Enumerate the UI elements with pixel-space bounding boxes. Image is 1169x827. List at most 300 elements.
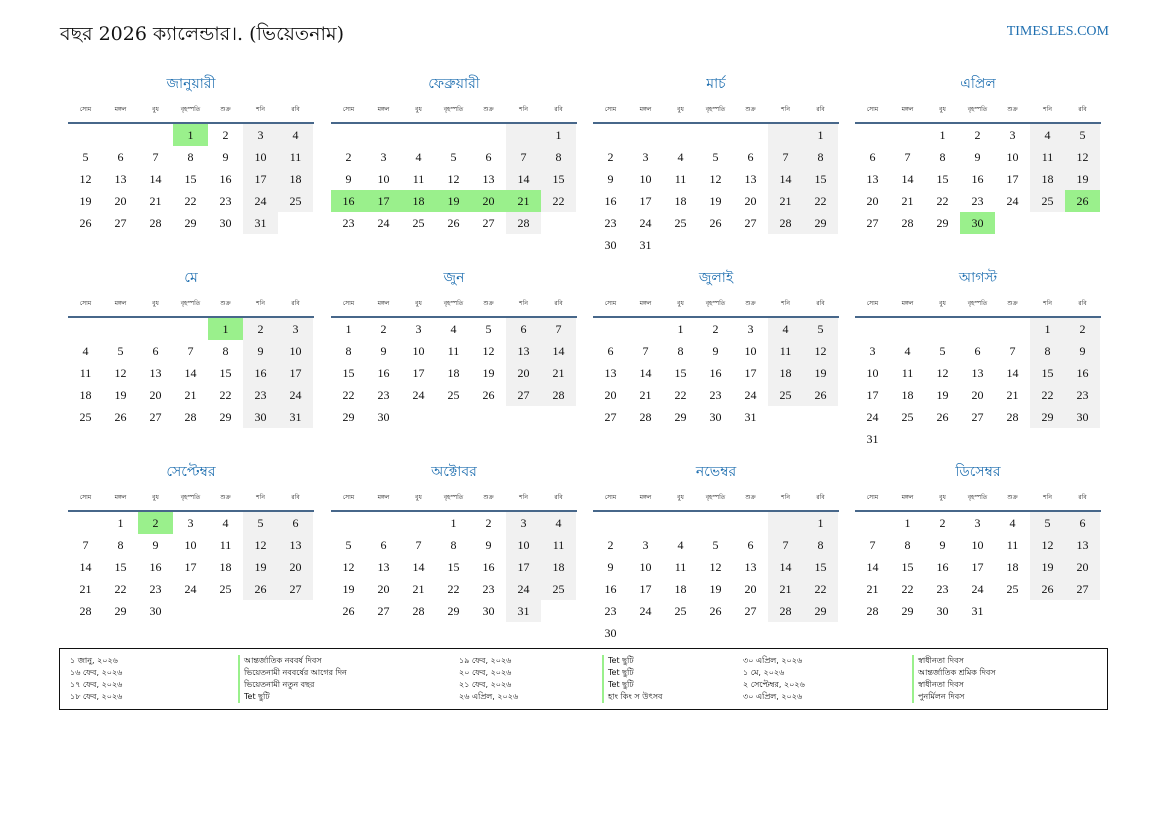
day-cell: 26 [709, 216, 722, 230]
day-cell: 23 [709, 388, 722, 402]
legend-entry [60, 691, 1107, 703]
empty-cell [890, 318, 925, 340]
empty-cell [593, 512, 628, 534]
day-cell: 3 [187, 516, 194, 530]
empty-cell [855, 512, 890, 534]
weekday-label: শুক্র [745, 494, 756, 501]
day-cell: 12 [709, 172, 722, 186]
day-cell: 28 [639, 410, 652, 424]
day-cell: 1 [345, 322, 352, 336]
day-cell: 9 [222, 150, 229, 164]
weekday-label: মঙ্গল [901, 106, 914, 113]
empty-cell [471, 124, 506, 146]
weekday-label: বুধ [152, 106, 159, 113]
day-cell: 21 [506, 190, 541, 212]
day-cell: 28 [149, 216, 162, 230]
holiday-name: Tet ছুটি [602, 679, 634, 691]
month-block [593, 268, 839, 428]
day-cell: 18 [79, 388, 92, 402]
day-cell: 17 [366, 190, 401, 212]
day-cell: 3 [1009, 128, 1016, 142]
day-cell: 23 [936, 582, 949, 596]
weekday-label: বৃহস্পতি [180, 300, 201, 307]
day-cell: 8 [345, 344, 352, 358]
weekday-label: রবি [554, 300, 563, 307]
day-cell: 15 [901, 560, 914, 574]
day-cell: 18 [1006, 560, 1019, 574]
day-cell: 27 [377, 604, 390, 618]
day-cell: 6 [485, 150, 492, 164]
holiday-date: ১৯ ফেব, ২০২৬ [459, 656, 512, 665]
weekday-label: রবি [554, 494, 563, 501]
day-cell: 14 [149, 172, 162, 186]
day-cell: 10 [243, 146, 278, 168]
day-cell: 29 [219, 410, 232, 424]
empty-cell [768, 512, 803, 534]
day-cell: 22 [803, 578, 838, 600]
weekday-label: শনি [256, 106, 265, 113]
weekday-label: মঙ্গল [377, 494, 390, 501]
weekday-label: মঙ্গল [377, 106, 390, 113]
day-cell: 17 [506, 556, 541, 578]
weekday-label: শনি [781, 106, 790, 113]
day-cell: 19 [709, 582, 722, 596]
day-cell: 12 [114, 366, 127, 380]
day-cell: 6 [869, 150, 876, 164]
day-cell: 27 [482, 216, 495, 230]
day-cell: 9 [1065, 340, 1100, 362]
weekday-label: শুক্র [1007, 300, 1018, 307]
day-cell: 6 [117, 150, 124, 164]
day-cell: 2 [1065, 318, 1100, 340]
weekday-label: শুক্র [745, 106, 756, 113]
holiday-date: ২০ ফেব, ২০২৬ [459, 668, 512, 677]
day-cell: 11 [901, 366, 914, 380]
day-cell: 5 [712, 538, 719, 552]
day-cell: 28 [901, 216, 914, 230]
month-block [855, 74, 1101, 234]
day-cell: 28 [1006, 410, 1019, 424]
day-cell: 30 [604, 626, 617, 640]
day-cell: 7 [904, 150, 911, 164]
weekday-label: বৃহস্পতি [967, 106, 988, 113]
day-cell: 23 [604, 216, 617, 230]
day-cell: 10 [744, 344, 757, 358]
weekday-label: বৃহস্পতি [967, 494, 988, 501]
day-cell: 30 [604, 238, 617, 252]
day-cell: 8 [939, 150, 946, 164]
day-cell: 19 [1065, 168, 1100, 190]
empty-cell [138, 124, 173, 146]
day-cell: 9 [974, 150, 981, 164]
day-cell: 11 [278, 146, 313, 168]
day-cell: 3 [747, 322, 754, 336]
day-cell: 5 [345, 538, 352, 552]
day-cell: 10 [377, 172, 390, 186]
empty-cell [995, 318, 1030, 340]
day-cell: 10 [866, 366, 879, 380]
day-cell: 17 [639, 194, 652, 208]
day-cell: 2 [974, 128, 981, 142]
day-cell: 2 [222, 128, 229, 142]
day-cell: 7 [187, 344, 194, 358]
weekday-label: বৃহস্পতি [443, 494, 464, 501]
day-cell: 19 [342, 582, 355, 596]
empty-cell [68, 124, 103, 146]
day-cell: 18 [768, 362, 803, 384]
day-cell: 1 [450, 516, 457, 530]
weekday-label: বুধ [415, 106, 422, 113]
day-cell: 25 [219, 582, 232, 596]
day-cell: 7 [506, 146, 541, 168]
weekday-label: রবি [1078, 106, 1087, 113]
weekday-header [331, 488, 577, 512]
day-cell: 21 [768, 190, 803, 212]
day-cell: 27 [114, 216, 127, 230]
empty-cell [663, 124, 698, 146]
day-cell: 24 [184, 582, 197, 596]
day-cell: 27 [971, 410, 984, 424]
weekday-label: রবি [1078, 494, 1087, 501]
empty-cell [593, 124, 628, 146]
day-cell: 13 [604, 366, 617, 380]
holiday-name: Tet ছুটি [602, 655, 634, 667]
weekday-label: শনি [519, 106, 528, 113]
day-cell: 7 [82, 538, 89, 552]
day-cell: 26 [803, 384, 838, 406]
holiday-date: ৩০ এপ্রিল, ২০২৬ [743, 656, 803, 665]
day-cell: 13 [377, 560, 390, 574]
day-cell: 1 [904, 516, 911, 530]
weekday-header [855, 488, 1101, 512]
weekday-label: বৃহস্পতি [705, 106, 726, 113]
weekday-label: শুক্র [220, 300, 231, 307]
day-cell: 17 [639, 582, 652, 596]
day-cell: 2 [607, 538, 614, 552]
day-cell: 4 [677, 150, 684, 164]
day-cell: 28 [768, 212, 803, 234]
day-cell: 25 [447, 388, 460, 402]
day-cell: 3 [974, 516, 981, 530]
empty-cell [663, 512, 698, 534]
day-cell: 21 [1006, 388, 1019, 402]
day-grid [331, 124, 577, 234]
day-cell: 13 [149, 366, 162, 380]
day-cell: 10 [639, 172, 652, 186]
day-cell: 18 [674, 194, 687, 208]
month-name: ফেব্রুয়ারী [428, 76, 480, 92]
day-cell: 4 [541, 512, 576, 534]
day-cell: 12 [243, 534, 278, 556]
day-cell: 27 [506, 384, 541, 406]
weekday-label: বৃহস্পতি [705, 494, 726, 501]
day-cell: 24 [866, 410, 879, 424]
weekday-label: শুক্র [1007, 494, 1018, 501]
holiday-name: পুনর্মিলন দিবস [912, 691, 964, 703]
day-grid [68, 124, 314, 234]
day-cell: 25 [674, 216, 687, 230]
day-cell: 14 [79, 560, 92, 574]
site-link[interactable]: TIMESLES.COM [1006, 24, 1109, 39]
day-cell: 2 [380, 322, 387, 336]
day-cell: 8 [677, 344, 684, 358]
day-cell: 26 [1030, 578, 1065, 600]
holiday-date: ১৬ ফেব, ২০২৬ [70, 668, 123, 677]
day-cell: 2 [138, 512, 173, 534]
day-cell: 26 [342, 604, 355, 618]
day-cell: 29 [901, 604, 914, 618]
day-cell: 17 [971, 560, 984, 574]
day-cell: 29 [803, 212, 838, 234]
day-cell: 6 [506, 318, 541, 340]
day-cell: 12 [482, 344, 495, 358]
day-cell: 8 [1030, 340, 1065, 362]
holiday-date: ২ সেপ্টেম্বর, ২০২৬ [743, 680, 805, 689]
weekday-label: রবি [816, 106, 825, 113]
day-cell: 23 [971, 194, 984, 208]
day-cell: 10 [506, 534, 541, 556]
weekday-label: মঙ্গল [377, 300, 390, 307]
day-cell: 8 [904, 538, 911, 552]
day-cell: 18 [447, 366, 460, 380]
day-cell: 5 [712, 150, 719, 164]
month-name: এপ্রিল [960, 76, 996, 92]
empty-cell [366, 124, 401, 146]
day-cell: 1 [803, 512, 838, 534]
weekday-header [593, 100, 839, 124]
day-cell: 24 [412, 388, 425, 402]
day-cell: 19 [709, 194, 722, 208]
holiday-date: ১ জানু, ২০২৬ [70, 656, 118, 665]
day-cell: 20 [377, 582, 390, 596]
day-cell: 27 [278, 578, 313, 600]
day-cell: 23 [482, 582, 495, 596]
day-cell: 27 [866, 216, 879, 230]
day-cell: 16 [331, 190, 366, 212]
weekday-label: বুধ [939, 494, 946, 501]
empty-cell [103, 318, 138, 340]
day-cell: 8 [222, 344, 229, 358]
day-cell: 8 [541, 146, 576, 168]
day-cell: 29 [803, 600, 838, 622]
weekday-label: শনি [781, 494, 790, 501]
weekday-label: বৃহস্পতি [705, 300, 726, 307]
day-cell: 24 [377, 216, 390, 230]
holiday-date: ১ মে, ২০২৬ [743, 668, 785, 677]
day-cell: 12 [79, 172, 92, 186]
weekday-label: সোম [342, 494, 355, 501]
day-cell: 29 [184, 216, 197, 230]
month-name: সেপ্টেম্বর [166, 464, 216, 480]
month-block [331, 74, 577, 234]
empty-cell [628, 512, 663, 534]
weekday-label: শুক্র [1007, 106, 1018, 113]
day-cell: 13 [1065, 534, 1100, 556]
empty-cell [401, 124, 436, 146]
day-cell: 4 [415, 150, 422, 164]
day-cell: 26 [936, 410, 949, 424]
day-cell: 5 [1065, 124, 1100, 146]
day-cell: 15 [1030, 362, 1065, 384]
day-cell: 13 [482, 172, 495, 186]
day-cell: 5 [939, 344, 946, 358]
day-cell: 21 [79, 582, 92, 596]
weekday-label: বুধ [415, 494, 422, 501]
month-block [68, 462, 314, 622]
empty-cell [628, 124, 663, 146]
day-cell: 2 [607, 150, 614, 164]
day-cell: 3 [506, 512, 541, 534]
weekday-label: মঙ্গল [639, 494, 652, 501]
day-cell: 22 [936, 194, 949, 208]
day-cell: 14 [768, 168, 803, 190]
day-cell: 7 [1009, 344, 1016, 358]
empty-cell [855, 318, 890, 340]
day-cell: 6 [747, 150, 754, 164]
day-cell: 5 [117, 344, 124, 358]
day-cell: 25 [79, 410, 92, 424]
holiday-date: ৩০ এপ্রিল, ২০২৬ [743, 692, 803, 701]
day-cell: 5 [243, 512, 278, 534]
month-name: অক্টোবর [431, 464, 477, 480]
day-cell: 14 [184, 366, 197, 380]
day-cell: 16 [971, 172, 984, 186]
day-cell: 28 [541, 384, 576, 406]
weekday-label: সোম [604, 106, 617, 113]
holiday-name: Tet ছুটি [602, 667, 634, 679]
day-cell: 25 [541, 578, 576, 600]
holiday-name: আন্তর্জাতিক শ্রমিক দিবস [912, 667, 996, 679]
weekday-label: শুক্র [220, 494, 231, 501]
day-cell: 20 [604, 388, 617, 402]
day-cell: 19 [482, 366, 495, 380]
day-cell: 16 [604, 582, 617, 596]
day-cell: 23 [342, 216, 355, 230]
weekday-label: সোম [342, 300, 355, 307]
weekday-label: বৃহস্পতি [443, 300, 464, 307]
weekday-label: বুধ [939, 106, 946, 113]
day-cell: 12 [342, 560, 355, 574]
weekday-header [855, 294, 1101, 318]
day-cell: 29 [674, 410, 687, 424]
day-cell: 22 [184, 194, 197, 208]
holiday-date: ২৬ এপ্রিল, ২০২৬ [459, 692, 519, 701]
day-cell: 5 [1030, 512, 1065, 534]
empty-cell [401, 512, 436, 534]
holiday-date: ১৮ ফেব, ২০২৬ [70, 692, 123, 701]
day-cell: 25 [278, 190, 313, 212]
day-grid [68, 318, 314, 428]
day-cell: 22 [541, 190, 576, 212]
weekday-label: সোম [342, 106, 355, 113]
day-cell: 11 [219, 538, 232, 552]
day-cell: 6 [380, 538, 387, 552]
day-cell: 4 [222, 516, 229, 530]
day-cell: 17 [184, 560, 197, 574]
day-cell: 16 [149, 560, 162, 574]
day-cell: 26 [243, 578, 278, 600]
day-cell: 8 [187, 150, 194, 164]
month-block [593, 74, 839, 256]
day-cell: 14 [901, 172, 914, 186]
empty-cell [331, 512, 366, 534]
day-cell: 8 [117, 538, 124, 552]
day-grid [331, 318, 577, 428]
day-cell: 11 [674, 172, 687, 186]
day-cell: 15 [219, 366, 232, 380]
day-cell: 4 [1009, 516, 1016, 530]
weekday-label: মঙ্গল [114, 300, 127, 307]
day-cell: 10 [184, 538, 197, 552]
day-cell: 20 [471, 190, 506, 212]
day-cell: 11 [541, 534, 576, 556]
day-cell: 17 [1006, 172, 1019, 186]
weekday-label: মঙ্গল [639, 300, 652, 307]
day-cell: 13 [971, 366, 984, 380]
weekday-label: রবি [816, 300, 825, 307]
day-cell: 15 [447, 560, 460, 574]
day-cell: 30 [149, 604, 162, 618]
weekday-header [593, 488, 839, 512]
day-cell: 13 [278, 534, 313, 556]
holiday-legend [59, 648, 1108, 710]
day-cell: 25 [768, 384, 803, 406]
day-cell: 3 [415, 322, 422, 336]
day-cell: 28 [412, 604, 425, 618]
weekday-label: মঙ্গল [901, 300, 914, 307]
weekday-label: মঙ্গল [114, 494, 127, 501]
day-cell: 19 [114, 388, 127, 402]
day-grid [855, 512, 1101, 622]
day-cell: 4 [768, 318, 803, 340]
weekday-label: রবি [816, 494, 825, 501]
day-cell: 1 [208, 318, 243, 340]
day-cell: 31 [278, 406, 313, 428]
day-cell: 22 [803, 190, 838, 212]
weekday-label: সোম [604, 300, 617, 307]
day-cell: 18 [401, 190, 436, 212]
day-cell: 20 [278, 556, 313, 578]
weekday-label: শনি [256, 300, 265, 307]
weekday-label: সোম [79, 300, 92, 307]
weekday-label: শুক্র [483, 300, 494, 307]
legend-entry [60, 679, 1107, 691]
day-cell: 31 [243, 212, 278, 234]
weekday-label: শুক্র [483, 106, 494, 113]
weekday-label: শুক্র [745, 300, 756, 307]
day-cell: 9 [152, 538, 159, 552]
day-cell: 2 [939, 516, 946, 530]
day-cell: 2 [485, 516, 492, 530]
day-grid [331, 512, 577, 622]
day-grid [593, 512, 839, 644]
day-cell: 11 [79, 366, 92, 380]
weekday-label: রবি [554, 106, 563, 113]
month-name: মার্চ [706, 76, 726, 92]
day-cell: 7 [768, 534, 803, 556]
day-cell: 15 [541, 168, 576, 190]
day-cell: 13 [866, 172, 879, 186]
day-cell: 14 [866, 560, 879, 574]
day-cell: 22 [342, 388, 355, 402]
day-cell: 9 [345, 172, 352, 186]
empty-cell [506, 124, 541, 146]
day-cell: 1 [117, 516, 124, 530]
empty-cell [855, 124, 890, 146]
day-cell: 10 [971, 538, 984, 552]
day-cell: 24 [243, 190, 278, 212]
month-block [855, 462, 1101, 622]
